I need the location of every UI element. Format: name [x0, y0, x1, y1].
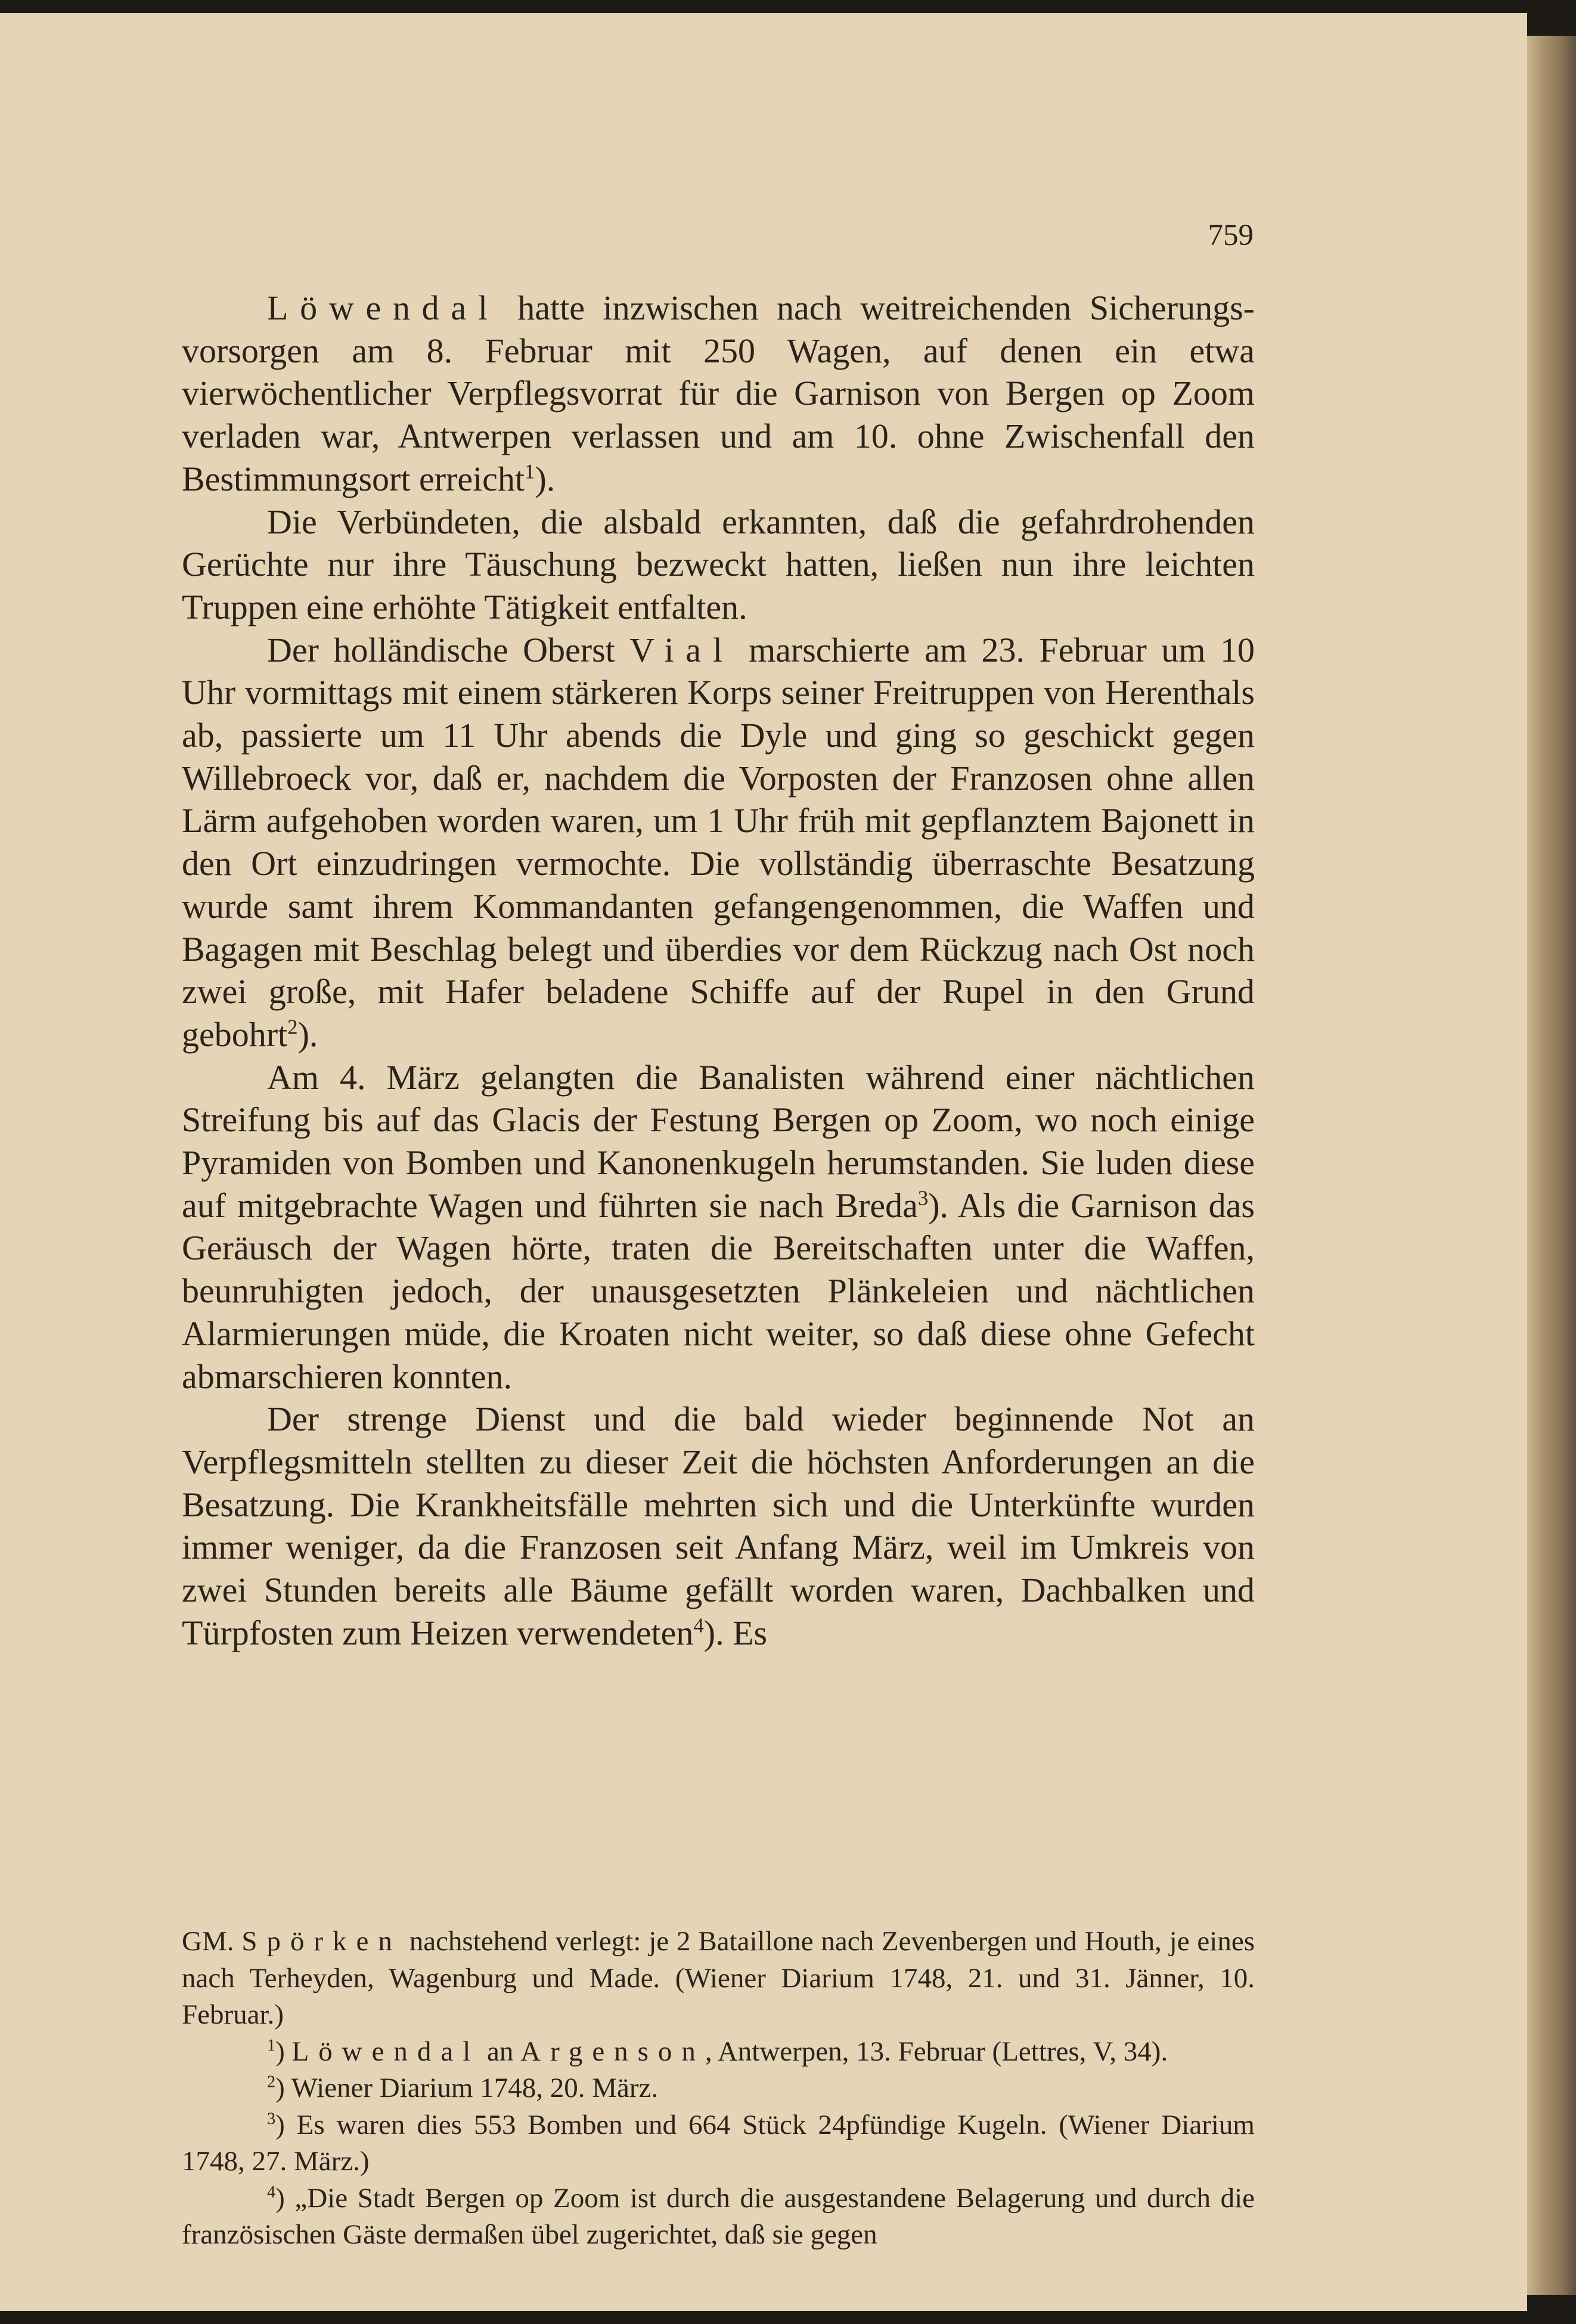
footnote-text: nachstehend verlegt: je 2 Bataillone nach Zevenbergen und Houth, je eines nach Terheyden, Wagenburg und Made. (Wiener Diarium 1748, 21. und 31. Jänner, 10. Februar.) — [182, 1926, 1255, 2030]
footnote-ref-4: 4 — [693, 1614, 704, 1637]
footnotes — [182, 1923, 1255, 2254]
page-edge-stack — [1527, 36, 1576, 2295]
paragraph-lead: Der holländische Oberst — [267, 630, 630, 669]
footnote-mark: 2 — [267, 2072, 276, 2092]
paragraph-text: marschierte am 23. Februar um 10 Uhr vormittags mit einem stärkeren Korps seiner Freitruppen von Herenthals ab, passierte um 11 Uhr abends die Dyle und ging so geschickt gegen Willebroeck vor, daß er, nachdem die Vorposten der Franzosen ohne allen Lärm aufgehoben worden waren, um 1 Uhr früh mit gepflanztem Bajonett in den Ort einzudringen vermochte. Die vollständig überraschte Besatzung wurde samt ihrem Kommandanten gefangengenommen, die Waffen und Bagagen mit Beschlag belegt und überdies vor dem Rückzug nach Ost noch zwei große, mit Hafer beladene Schiffe auf der Rupel in den Grund gebohrt — [182, 630, 1255, 1054]
footnote-text: „Die Stadt Bergen op Zoom ist durch die ausgestandene Belagerung und durch die französischen Gäste dermaßen übel zugerichtet, daß sie gegen — [182, 2182, 1255, 2250]
footnote-4: $^4$) „Die Stadt Bergen op Zoom ist durch die ausgestandene Belagerung und durch die französischen Gäste dermaßen übel zugerichtet, daß sie gegen — [182, 2182, 1255, 2250]
paragraph-3 — [182, 629, 1255, 1056]
footnote-3: $^3$) Es waren dies 553 Bomben und 664 Stück 24pfündige Kugeln. (Wiener Diarium 1748, 27. März.) — [182, 2109, 1255, 2177]
footnote-mark: 1 — [267, 2036, 276, 2055]
footnote-mark: 3 — [267, 2109, 276, 2128]
paragraph-1 — [182, 287, 1255, 501]
person-name: Löwendal — [267, 288, 500, 327]
footnote-2: $^2$) Wiener Diarium 1748, 20. März. — [267, 2072, 659, 2103]
paragraph-2 — [182, 501, 1255, 629]
paragraph-text: hatte inzwischen nach weitreichenden Sicherungsvorsorgen am 8. Februar mit 250 Wagen, auf denen ein etwa vierwöchentlicher Verpflegsvorrat für die Garnison von Bergen op Zoom verladen war, Antwerpen verlassen und am 10. ohne Zwischenfall den Bestimmungsort erreicht — [182, 288, 1255, 498]
footnote-text: , Antwerpen, 13. Februar (Lettres, V, 34). — [705, 2036, 1168, 2067]
footnote-carryover — [182, 1923, 1255, 2034]
person-name: Argenson — [520, 2036, 705, 2067]
footnote-text: Es waren dies 553 Bomben und 664 Stück 24pfündige Kugeln. (Wiener Diarium 1748, 27. März.) — [182, 2109, 1255, 2177]
paragraph-tail: ). — [535, 459, 556, 498]
paragraph-text: Die Verbündeten, die alsbald erkannten, daß die gefahrdrohenden Gerüchte nur ihre Täuschung bezweckt hatten, ließen nun ihre leichten Truppen eine erhöhte Tätigkeit entfalten. — [182, 502, 1255, 626]
paragraph-text: Der strenge Dienst und die bald wieder beginnende Not an Verpflegsmitteln stellten zu dieser Zeit die höchsten Anforderungen an die Besatzung. Die Krankheitsfälle mehrten sich und die Unterkünfte wurden immer weniger, da die Franzosen seit Anfang März, weil im Umkreis von zwei Stunden bereits alle Bäume gefällt worden waren, Dachbalken und Türpfosten zum Heizen verwendeten — [182, 1400, 1255, 1652]
footnote-ref-1: 1 — [525, 460, 535, 483]
footnote-ref-2: 2 — [287, 1015, 298, 1039]
footnote-mark: 4 — [267, 2182, 276, 2201]
footnote-ref-3: 3 — [917, 1186, 929, 1210]
paragraph-text: Am 4. März gelangten die Banalisten während einer nächtlichen Streifung bis auf das Glacis der Festung Bergen op Zoom, wo noch einige Pyramiden von Bomben und Kanonenkugeln herumstanden. Sie luden diese auf mitgebrachte Wagen und führten sie nach Breda — [182, 1057, 1255, 1225]
person-name: Vial — [629, 630, 734, 669]
person-name: Löwendal — [291, 2036, 480, 2067]
footnote-text: an — [480, 2036, 521, 2067]
main-text — [182, 287, 1255, 1655]
paragraph-text-cont: ). Es — [703, 1613, 768, 1652]
footnote-text: GM. — [182, 1926, 242, 1957]
paragraph-tail: ). — [297, 1014, 318, 1054]
page-number: 759 — [1208, 219, 1254, 252]
footnote-1: $^1$) Löwendal an Argenson, Antwerpen, 13. Februar (Lettres, V, 34). — [267, 2036, 1168, 2067]
paragraph-text-cont: ). Als die Garnison das Geräusch der Wagen hörte, traten die Bereitschaften unter die Waffen, beunruhigten jedoch, der unausgesetzten Plänkeleien und nächtlichen Alarmierungen müde, die Kroaten nicht weiter, so daß diese ohne Gefecht abmarschieren konnten. — [182, 1186, 1255, 1396]
footnote-text: Wiener Diarium 1748, 20. März. — [284, 2072, 659, 2103]
person-name: Spörken — [241, 1926, 402, 1957]
paragraph-4 — [182, 1056, 1255, 1398]
paragraph-5 — [182, 1398, 1255, 1654]
